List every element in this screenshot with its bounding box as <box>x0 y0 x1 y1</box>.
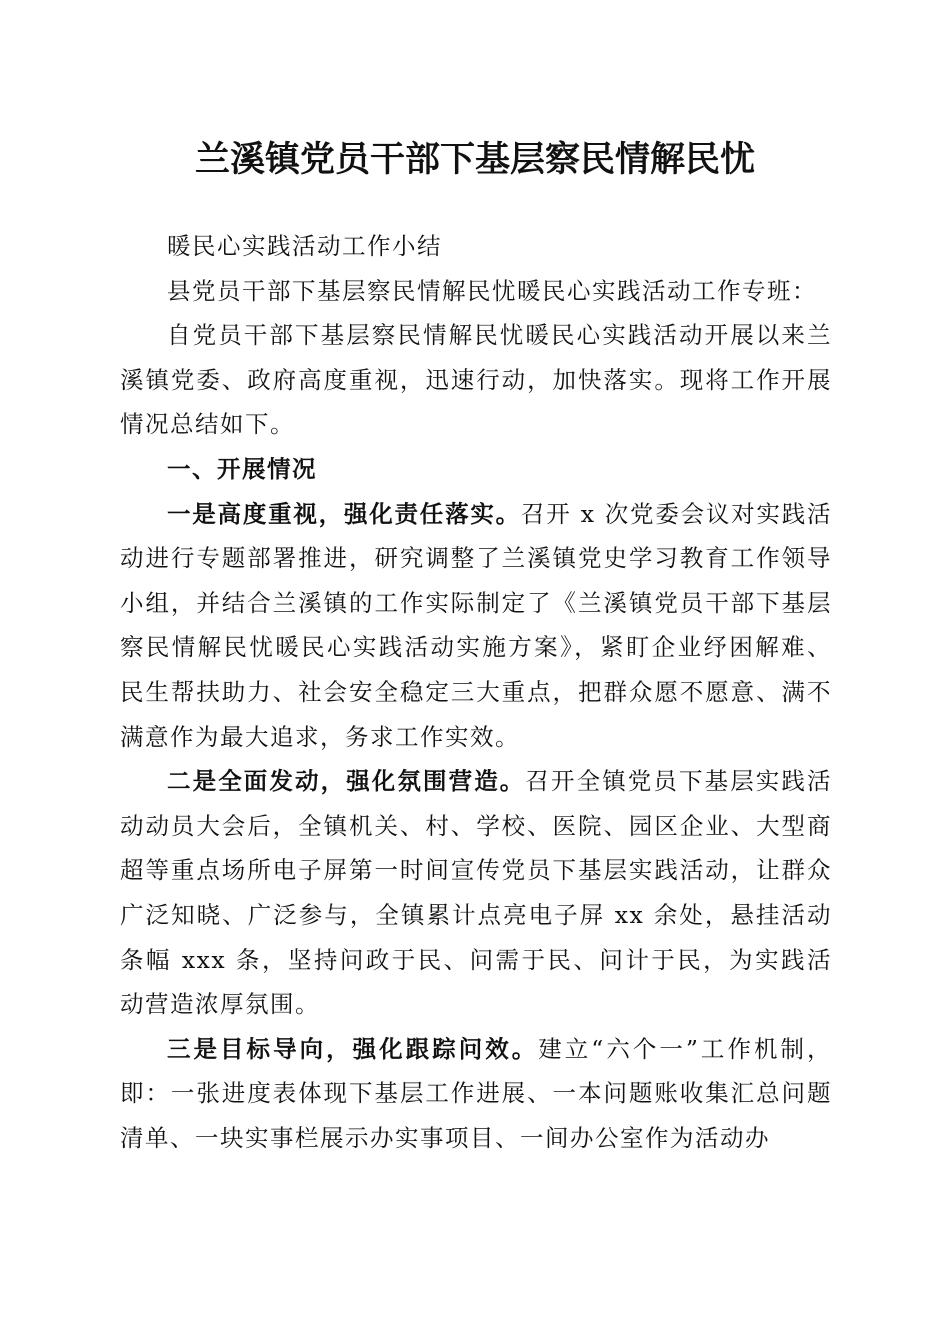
item-body-2: 召开全镇党员下基层实践活动动员大会后，全镇机关、村、学校、医院、园区企业、大型商超等重点场所电子屏第一时间宣传党员下基层实践活动，让群众广泛知晓、广泛参与，全镇累计点亮电子屏 xx 余处，悬挂活动条幅 xxx 条，坚持问政于民、问需于民、问计于民，为实践活动营造浓厚氛围。 <box>120 767 833 1019</box>
document-body <box>120 224 832 1160</box>
item-lead-1: 一是高度重视，强化责任落实。 <box>167 499 521 528</box>
item-paragraph-3 <box>120 1027 832 1161</box>
section-heading: 一、开展情况 <box>167 454 317 483</box>
intro-paragraph: 自党员干部下基层察民情解民忧暖民心实践活动开展以来兰溪镇党委、政府高度重视，迅速行动，加快落实。现将工作开展情况总结如下。 <box>120 321 832 439</box>
item-lead-2: 二是全面发动，强化氛围营造。 <box>167 767 526 796</box>
item-lead-3: 三是目标导向，强化跟踪问效。 <box>167 1034 539 1063</box>
item-body-1: 召开 x 次党委会议对实践活动进行专题部署推进，研究调整了兰溪镇党史学习教育工作领导小组，并结合兰溪镇的工作实际制定了《兰溪镇党员干部下基层察民情解民忧暖民心实践活动实施方案》，紧盯企业纾困解难、民生帮扶助力、社会安全稳定三大重点，把群众愿不愿意、满不满意作为最大追求，务求工作实效。 <box>120 499 832 751</box>
document-subtitle: 暖民心实践活动工作小结 <box>167 232 442 260</box>
item-paragraph-1 <box>120 492 832 760</box>
document-title: 兰溪镇党员干部下基层察民情解民忧 <box>194 139 755 180</box>
item-body-3: 建立“六个一”工作机制，即：一张进度表体现下基层工作进展、一本问题账收集汇总问题清单、一块实事栏展示办实事项目、一间办公室作为活动办 <box>120 1034 832 1152</box>
item-paragraph-2 <box>120 759 832 1027</box>
addressee-line: 县党员干部下基层察民情解民忧暖民心实践活动工作专班： <box>167 276 817 305</box>
